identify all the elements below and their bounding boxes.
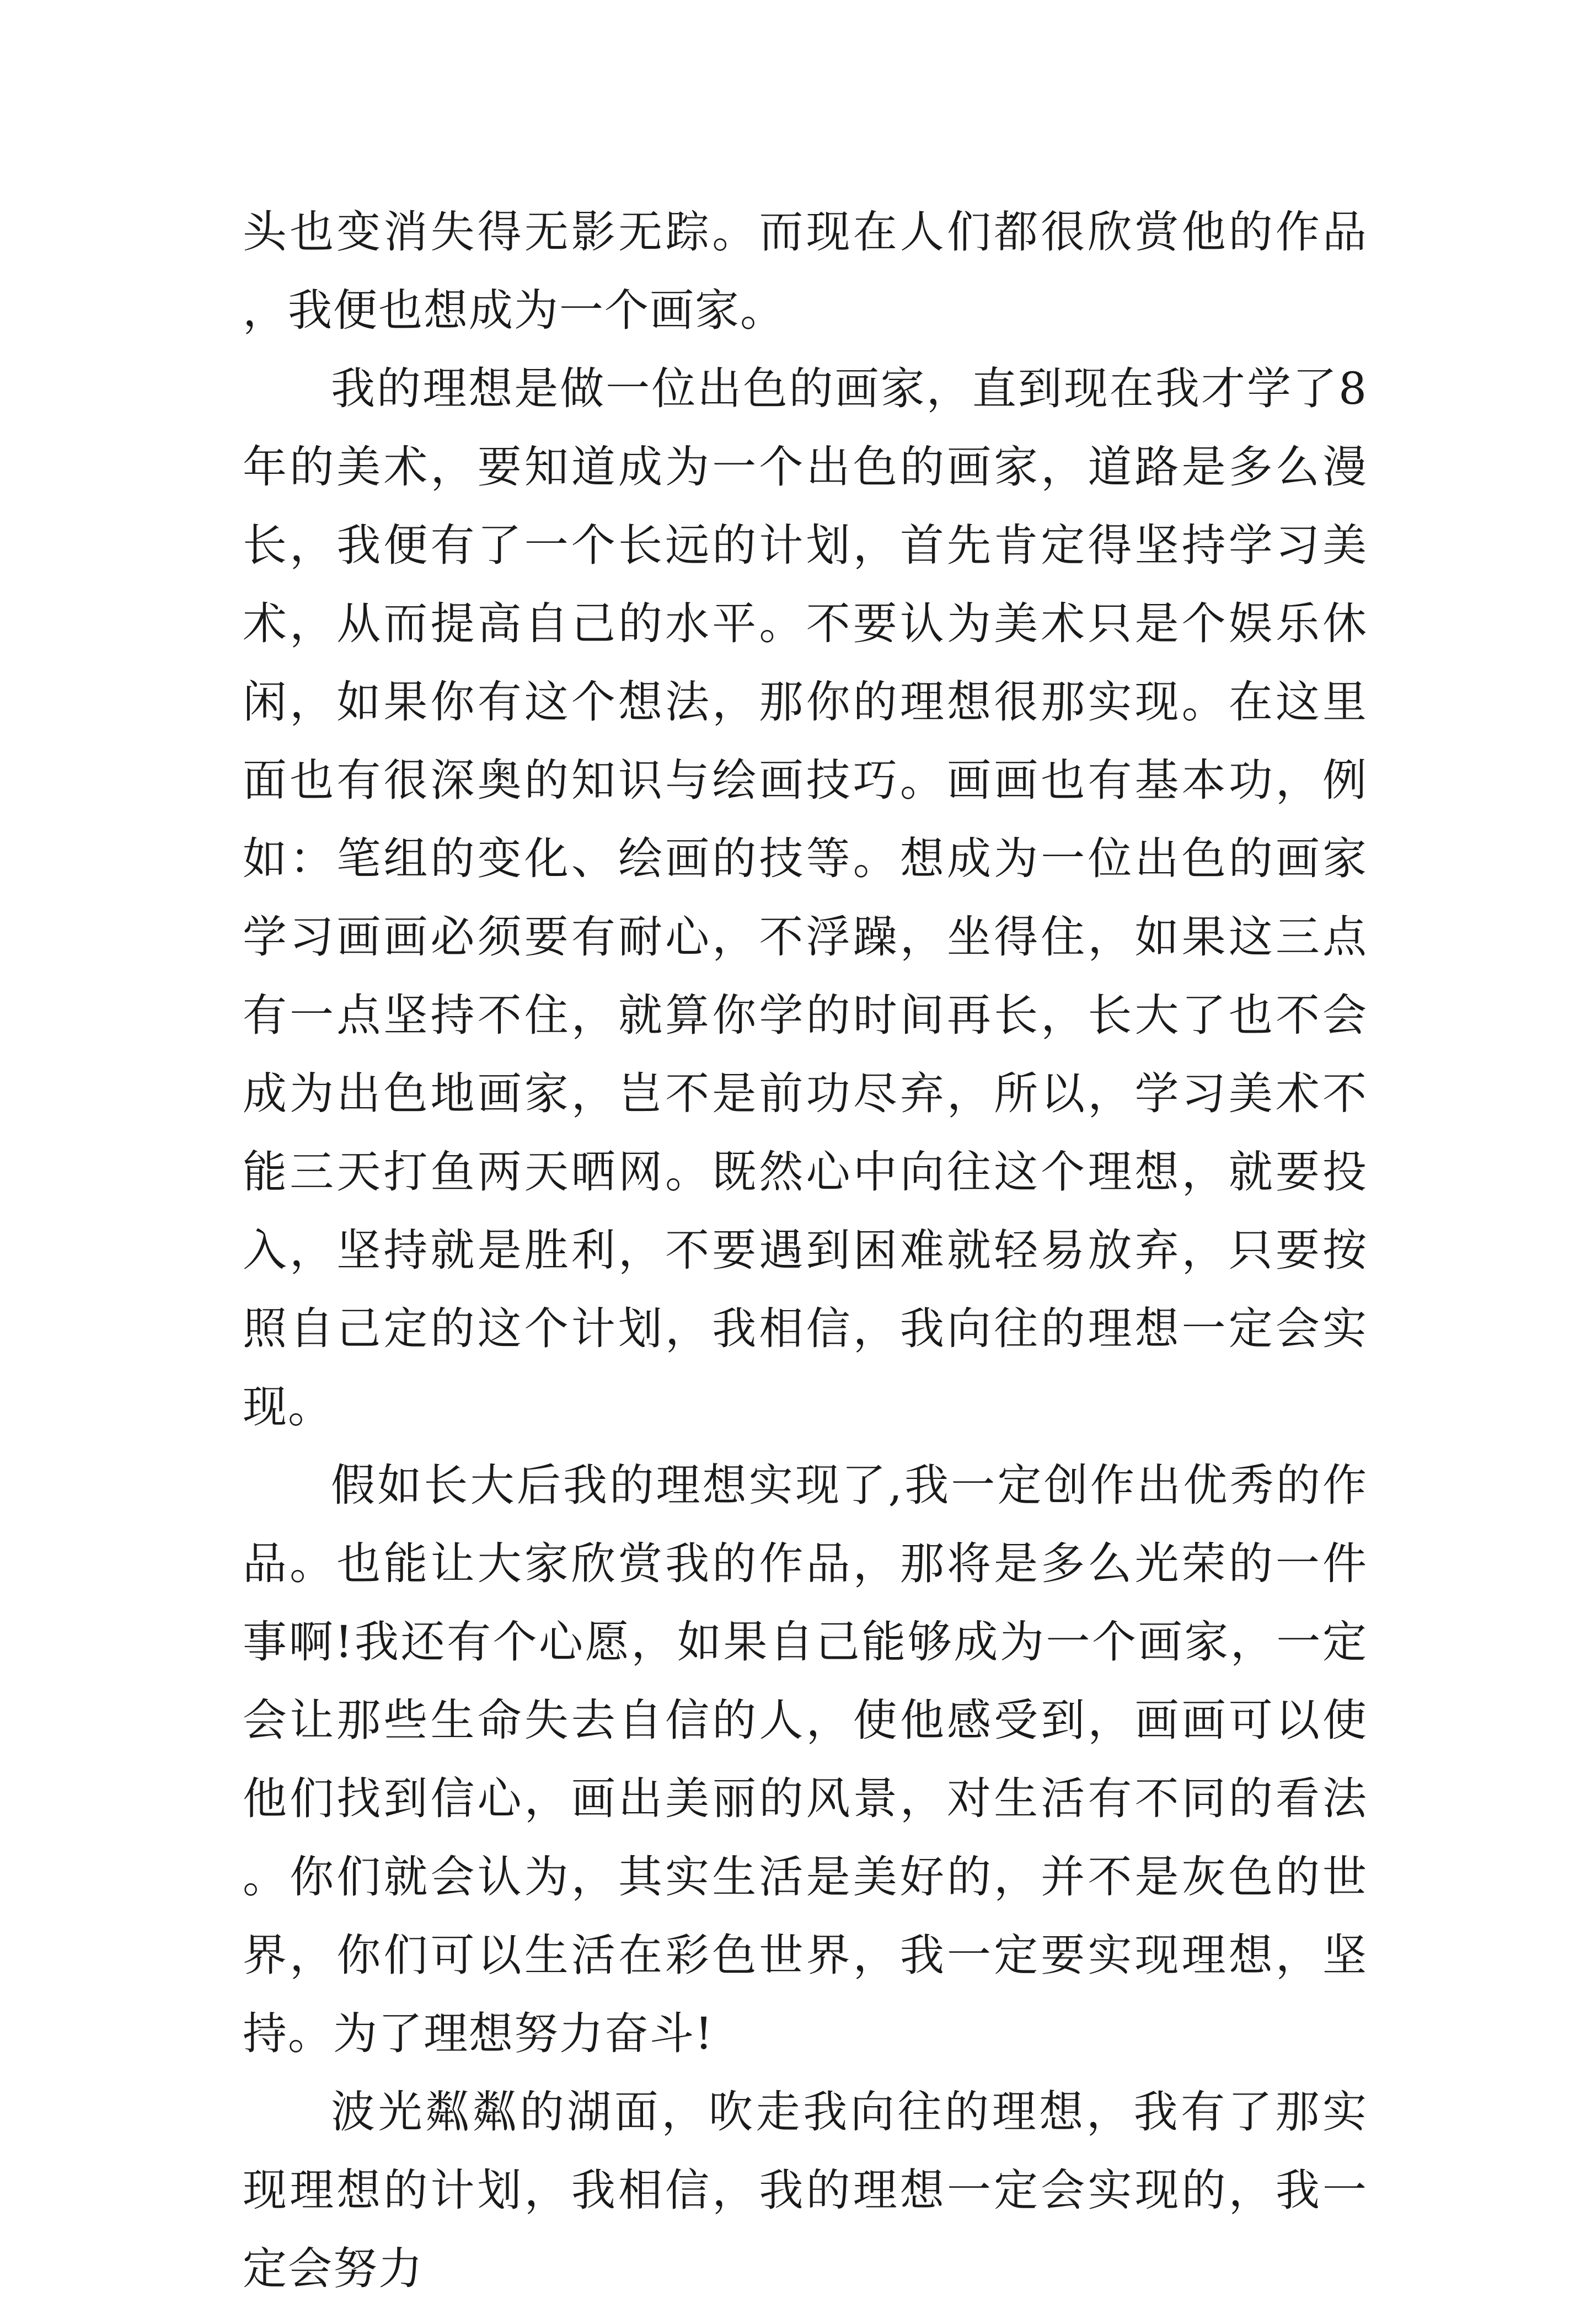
paragraph-3: 假如长大后我的理想实现了,我一定创作出优秀的作品。也能让大家欣赏我的作品，那将是多么光荣的一件事啊!我还有个心愿，如果自己能够成为一个画家，一定会让那些生命失去自信的人，使他感受到，画画可以使他们找到信心，画出美丽的风景，对生活有不同的看法。你们就会认为，其实生活是美好的，并不是灰色的世界，你们可以生活在彩色世界，我一定要实现理想，坚持。为了理想努力奋斗!: [243, 1460, 1368, 2059]
paragraph-2: 我的理想是做一位出色的画家，直到现在我才学了8年的美术，要知道成为一个出色的画家，道路是多么漫长，我便有了一个长远的计划，首先肯定得坚持学习美术，从而提高自己的水平。不要认为美术只是个娱乐休闲，如果你有这个想法，那你的理想很那实现。在这里面也有很深奥的知识与绘画技巧。画画也有基本功，例如：笔组的变化、绘画的技等。想成为一位出色的画家学习画画必须要有耐心，不浮躁，坐得住，如果这三点有一点坚持不住，就算你学的时间再长，长大了也不会成为出色地画家，岂不是前功尽弃，所以，学习美术不能三天打鱼两天晒网。既然心中向往这个理想，就要投入，坚持就是胜利，不要遇到困难就轻易放弃，只要按照自己定的这个计划，我相信，我向往的理想一定会实现。: [243, 363, 1368, 1433]
paragraph-4: 波光粼粼的湖面，吹走我向往的理想，我有了那实现理想的计划，我相信，我的理想一定会实现的，我一定会努力: [243, 2086, 1368, 2294]
paragraph-1: 头也变消失得无影无踪。而现在人们都很欣赏他的作品，我便也想成为一个画家。: [243, 206, 1368, 336]
document-body: [243, 193, 1368, 2308]
